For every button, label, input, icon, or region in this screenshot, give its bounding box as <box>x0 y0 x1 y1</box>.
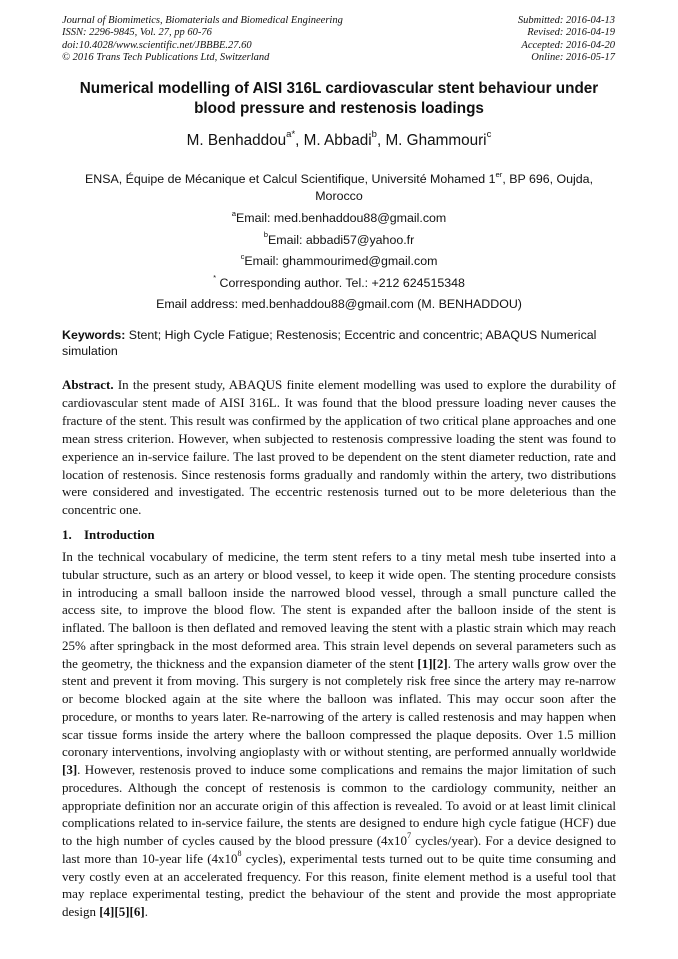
author-email: $^c$Email: ghammourimed@gmail.com <box>240 251 438 268</box>
author-list: M. Benhaddou$^{a*}$, M. Abbadi$^b$, M. Ghammouri$^c$ <box>186 129 492 149</box>
section-heading <box>62 526 155 543</box>
corresponding-author: * Corresponding author. Tel.: +212 624515348 <box>213 273 465 290</box>
author-name: M. Abbadi <box>303 132 372 149</box>
abstract <box>62 376 616 519</box>
author-email: $^b$Email: abbadi57@yahoo.fr <box>263 230 415 247</box>
doi-line: doi:10.4028/www.scientific.net/JBBBE.27.60 <box>62 39 252 51</box>
affiliation-block <box>62 171 616 316</box>
introduction-paragraph: In the technical vocabulary of medicine, the term stent refers to a tiny metal mesh tube inserted into a tubular structure, such as an artery or blood vessel, to keep it wide open. The stenting procedure consists in introducing a small balloon inside the narrowed blood vessel, through a small puncture called the access site, to improve the blood flow. The stent is expanded after the balloon inside of the stent is inflated. The balloon is then deflated and removed leaving the stent with a plastic strain which may reach 25% after springback in the most deformed area. This strain level depends on several parameters such as the geometry, the thickness and the expansion diameter of the stent [1][2]. The artery walls grow over the stent and prevent it from moving. This surgery is not completely risk free since the artery may re-narrow or become blocked again at the site where the balloon was inflated. This may occur soon after the procedure, or months to years later. Re-narrowing of the artery is called restenosis and may happen when scar tissue forms inside the artery where the balloon compressed the plaque deposits. Over 1.5 million coronary interventions, involving angioplasty with or without stenting, are performed annually worldwide [3]. However, restenosis proved to induce some complications and remains the major limitation of such procedures. Although the concept of restenosis is common to the cardiology community, neither an appropriate definition nor an accurate origin of this affection is revealed. To avoid or at least limit clinical complications related to in-service failure, the stents are designed to endure high cycle fatigue (HCF) due to the high number of cycles caused by the blood pressure ($4x10^7$ cycles/year). For a device designed to last more than 10-year life ($4x10^8$ cycles), experimental tests turned out to be quite time consuming and very costly even at an accelerated frequency. For this reason, finite element method is a useful tool that may replace experimental testing, predict the behaviour of the stent and provide the most appropriate design [4][5][6]. <box>62 549 616 919</box>
citation: [2] <box>432 655 448 671</box>
issn-line: ISSN: 2296-9845, Vol. 27, pp 60-76 <box>62 27 212 39</box>
journal-header <box>62 15 343 65</box>
abstract-text: In the present study, ABAQUS finite element modelling was used to explore the durability of cardiovascular stent made of AISI 316L. It was found that the blood pressure loading never causes the fracture of the stent. This result was confirmed by the application of two critical plane approaches and one mean stress criterion. However, when subjected to restenosis compressive loading the stent was found to experience an in-service failure. The last proved to be dependent on the stent diameter reduction, rate and location of restenosis. Since restenosis forms gradually and randomly within the artery, two distributions were considered and investigated. The eccentric restenosis turned out to be more deleterious than the concentric one. <box>62 377 616 518</box>
revised-date: Revised: 2016-04-19 <box>527 27 615 39</box>
online-date: Online: 2016-05-17 <box>531 52 615 64</box>
author-affil-mark: b <box>371 129 377 141</box>
abstract-label: Abstract. <box>62 377 114 392</box>
keywords-text: Stent; High Cycle Fatigue; Restenosis; Eccentric and concentric; ABAQUS Numerical simulation <box>62 328 597 359</box>
keywords <box>62 327 616 359</box>
author-email: $^a$Email: med.benhaddou88@gmail.com <box>231 208 447 225</box>
author-name: M. Ghammouri <box>385 132 487 149</box>
citation: [4] <box>99 904 115 919</box>
submitted-date: Submitted: 2016-04-13 <box>517 15 615 26</box>
keywords-label: Keywords: <box>62 328 126 342</box>
citation: [6] <box>129 904 145 919</box>
paper-title: Numerical modelling of AISI 316L cardiovascular stent behaviour under blood pressure and restenosis loadings <box>79 80 599 117</box>
author-name: M. Benhaddou <box>186 132 287 149</box>
citation: [1] <box>417 655 433 671</box>
section-title: Introduction <box>84 527 155 542</box>
journal-name: Journal of Biomimetics, Biomaterials and Biomedical Engineering <box>62 15 343 26</box>
corresponding-email: Email address: med.benhaddou88@gmail.com (M. BENHADDOU) <box>156 297 522 311</box>
copyright-line: © 2016 Trans Tech Publications Ltd, Switzerland <box>62 52 270 64</box>
accepted-date: Accepted: 2016-04-20 <box>521 39 615 51</box>
citation: [5] <box>114 904 130 919</box>
citation: [3] <box>62 762 78 777</box>
author-affil-mark: c <box>486 129 492 141</box>
dates-header <box>518 15 615 65</box>
section-number: 1. <box>62 527 72 542</box>
affiliation-address: ENSA, Équipe de Mécanique et Calcul Scientifique, Université Mohamed 1er, BP 696, Oujda, Morocco <box>84 169 594 203</box>
author-affil-mark: a* <box>286 129 296 141</box>
